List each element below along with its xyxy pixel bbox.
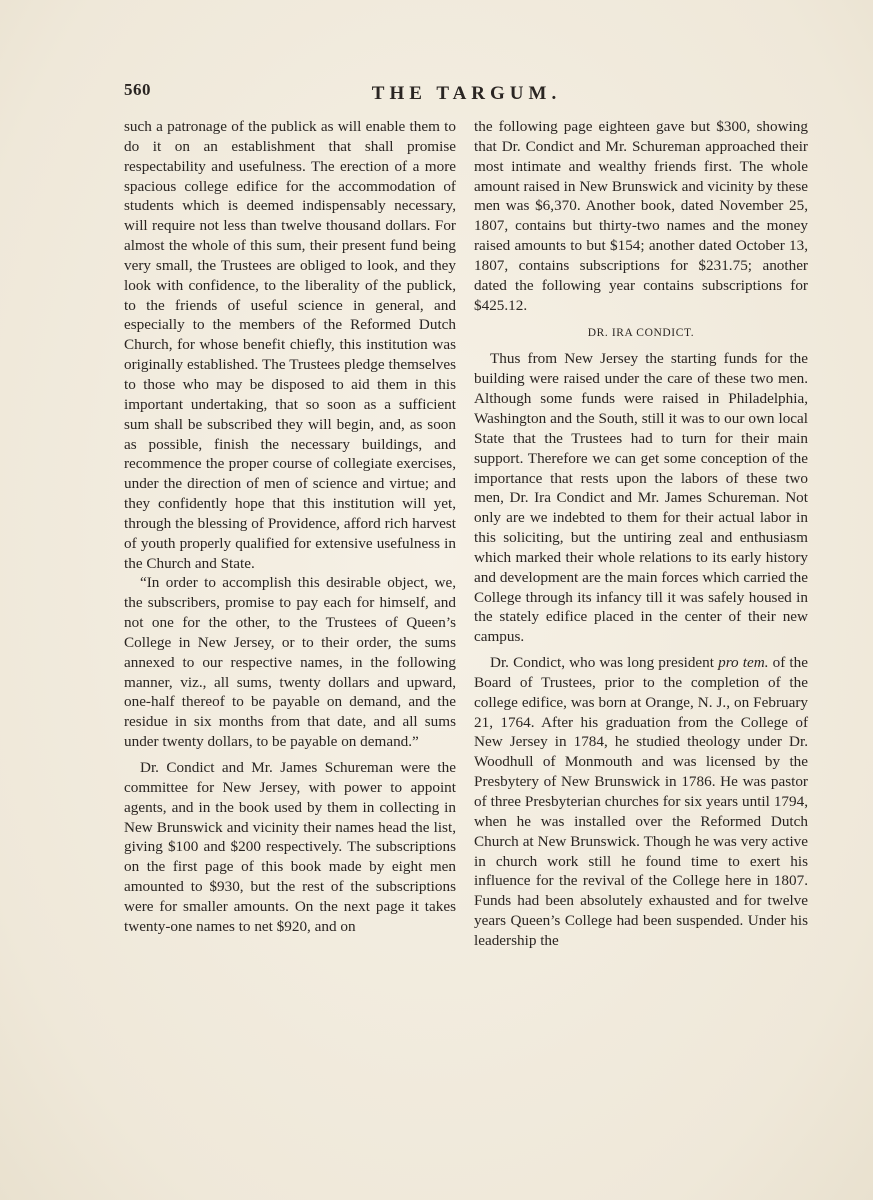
italic-text: pro tem. — [718, 654, 769, 672]
right-column — [474, 117, 808, 951]
paragraph: the following page eighteen gave but $300, showing that Dr. Condict and Mr. Schureman approached their most intimate and wealthy friends first. The whole amount raised in New Brunswick and vicinity by these men was $6,370. Another book, dated November 25, 1807, contains but thirty-two names and the money raised amounts to but $154; another dated October 13, 1807, contains subscriptions for $231.75; another dated the following year contains subscriptions for $425.12. — [474, 118, 808, 314]
paragraph-text: of the Board of Trustees, prior to the completion of the college edifice, was born at Orange, N. J., on February 21, 1764. After his graduation from the College of New Jersey in 1784, he studied theology under Dr. Woodhull of Monmouth and was licensed by the Presbytery of New Brunswick in 1786. He was pastor of three Presbyterian churches for six years until 1794, when he was installed over the Reformed Dutch Church at New Brunswick. Though he was very active in church work still he found time to exert his influence for the revival of the College here in 1807. Funds had been absolutely exhausted and for twelve years Queen’s College had been suspended. Under his leadership the — [474, 654, 808, 949]
running-title: THE TARGUM. — [371, 83, 562, 104]
paragraph-text: Dr. Condict, who was long president — [490, 654, 719, 672]
left-column — [124, 117, 456, 937]
paragraph — [474, 653, 808, 951]
section-heading: DR. IRA CONDICT. — [587, 327, 695, 340]
page-number: 560 — [124, 80, 151, 99]
paragraph: Dr. Condict and Mr. James Schureman were the committee for New Jersey, with power to appoint agents, and in the book used by them in collecting in New Brunswick and vicinity their names head the list, giving $100 and $200 respectively. The subscriptions on the first page of this book made by eight men amounted to $930, but the rest of the subscriptions were for smaller amounts. On the next page it takes twenty-one names to net $920, and on — [124, 759, 456, 935]
paragraph: “In order to accomplish this desirable object, we, the subscribers, promise to pay each for himself, and not one for the other, to the Trustees of Queen’s College in New Jersey, or to their order, the sums annexed to our respective names, in the following manner, viz., all sums, twenty dollars and upward, one-half thereof to be payable on demand, and the residue in six months from that date, and all sums under twenty dollars, to be payable on demand.” — [124, 574, 456, 751]
paragraph: Thus from New Jersey the starting funds for the building were raised under the care of these two men. Although some funds were raised in Philadelphia, Washington and the South, still it was to our own local State that the Trustees had to turn for their main support. Therefore we can get some conception of the importance that rests upon the labors of these two men, Dr. Ira Condict and Mr. James Schureman. Not only are we indebted to them for their actual labor in this soliciting, but the untiring zeal and enthusiasm which marked their whole relations to its early history and development are the main forces which carried the College through its infancy till it was safely housed in the stately edifice placed in the center of their new campus. — [474, 350, 808, 646]
paragraph: such a patronage of the publick as will enable them to do it on an establishment that shall promise respectability and usefulness. The erection of a more spacious college edifice for the accommodation of students which is deemed indispensably necessary, will require not less than twelve thousand dollars. For almost the whole of this sum, their present fund being very small, the Trustees are obliged to look, and they look with confidence, to the liberality of the publick, to the friends of useful science in general, and especially to the members of the Reformed Dutch Church, for whose benefit chiefly, this institution was originally established. The Trustees pledge themselves to those who may be disposed to aid them in this important undertaking, that so soon as a sufficient sum shall be subscribed they will begin, and, as soon as possible, finish the necessary buildings, and recommence the proper course of collegiate exercises, under the direction of men of science and virtue; and they confidently hope that this institution will yet, through the blessing of Providence, afford rich harvest of youth properly qualified for extensive usefulness in the Church and State. — [124, 118, 456, 572]
